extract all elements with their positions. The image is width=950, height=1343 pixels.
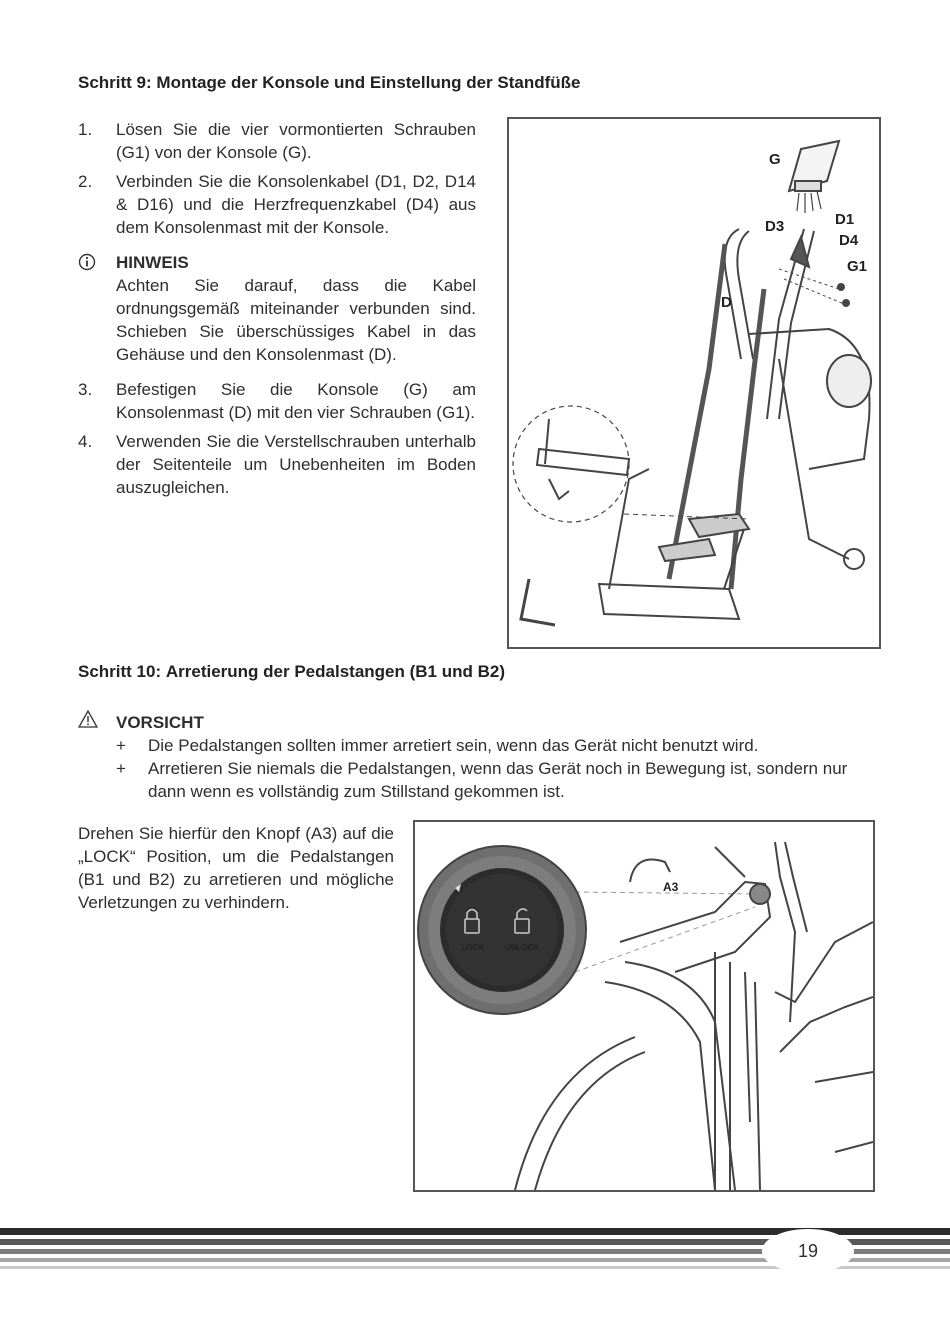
label-g: G <box>769 151 781 168</box>
step10-heading-text: Arretierung der Pedalstangen (B1 und B2) <box>165 662 505 681</box>
caution-bullet-2 <box>116 757 878 803</box>
label-g1: G1 <box>847 258 868 275</box>
step9-item-4 <box>78 430 476 499</box>
step9-heading <box>78 73 581 93</box>
caution-title: VORSICHT <box>116 712 204 732</box>
step9-instructions <box>78 118 476 505</box>
page-number-badge <box>760 1228 856 1274</box>
label-d4: D4 <box>839 232 859 249</box>
warning-icon <box>78 710 116 734</box>
label-d: D <box>721 294 732 311</box>
label-unlock: UNLOCK <box>504 943 540 952</box>
info-icon <box>78 251 116 366</box>
note-title: HINWEIS <box>116 253 189 272</box>
pedal-lock-illustration <box>415 822 873 1190</box>
bullet-symbol: + <box>116 759 126 778</box>
step9-item-1 <box>78 118 476 164</box>
console-assembly-figure <box>507 117 881 649</box>
step9-item-2 <box>78 170 476 239</box>
step-number: 3. <box>78 380 93 399</box>
step-text: Verwenden Sie die Verstellschrauben unterhalb der Seitenteile um Unebenheiten im Boden auszugleichen. <box>116 432 476 497</box>
step9-item-3 <box>78 378 476 424</box>
bullet-text: Arretieren Sie niemals die Pedalstangen, wenn das Gerät noch in Bewegung ist, sondern nur dann wenn es vollständig zum Stillstand gekommen ist. <box>148 759 848 801</box>
step10-heading <box>78 662 505 682</box>
step-number: 1. <box>78 120 93 139</box>
step10-heading-prefix: Schritt 10: <box>78 662 162 681</box>
label-d3: D3 <box>765 218 785 235</box>
lock-instruction-text: Drehen Sie hierfür den Knopf (A3) auf die „LOCK“ Position, um die Pedalstangen (B1 und B2) zu arretieren und mögliche Verletzungen zu verhindern. <box>78 824 394 912</box>
step-text: Befestigen Sie die Konsole (G) am Konsolenmast (D) mit den vier Schrauben (G1). <box>116 380 476 422</box>
caution-bullet-1 <box>116 734 878 757</box>
step-text: Lösen Sie die vier vormontierten Schrauben (G1) von der Konsole (G). <box>116 120 476 162</box>
lock-knob-figure <box>413 820 875 1192</box>
step9-heading-text: Montage der Konsole und Einstellung der Standfüße <box>156 73 581 92</box>
step-text: Verbinden Sie die Konsolenkabel (D1, D2, D14 & D16) und die Herzfrequenzkabel (D4) aus dem Konsolenmast mit der Konsole. <box>116 172 476 237</box>
step9-heading-prefix: Schritt 9: <box>78 73 152 92</box>
label-d1: D1 <box>835 211 855 228</box>
label-lock: LOCK <box>461 943 485 952</box>
label-a3: A3 <box>663 880 679 894</box>
note-text: Achten Sie darauf, dass die Kabel ordnungsgemäß miteinander verbunden sind. Schieben Sie überschüssiges Kabel in das Gehäuse und den Konsolenmast (D). <box>116 276 476 364</box>
step-number: 2. <box>78 172 93 191</box>
page-number: 19 <box>797 1241 819 1261</box>
elliptical-trainer-illustration <box>509 119 879 647</box>
bullet-symbol: + <box>116 736 126 755</box>
bullet-text: Die Pedalstangen sollten immer arretiert sein, wenn das Gerät nicht benutzt wird. <box>148 736 759 755</box>
step-number: 4. <box>78 432 93 451</box>
note-box <box>78 251 476 366</box>
caution-box <box>78 710 878 803</box>
